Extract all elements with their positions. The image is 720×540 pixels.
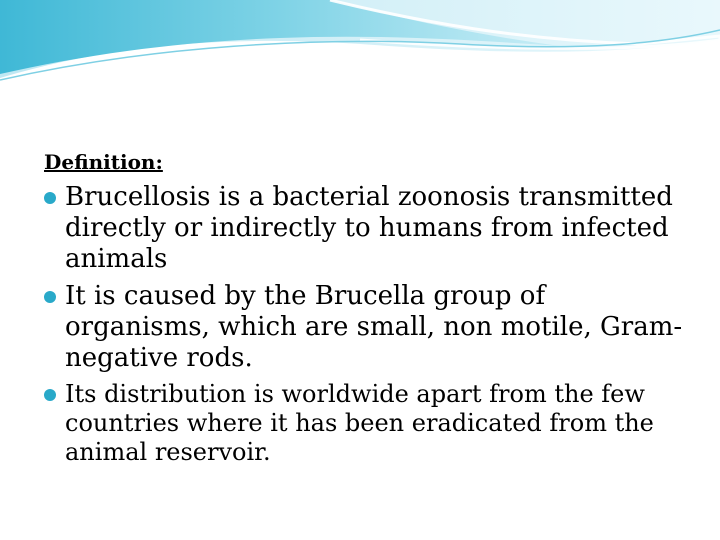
bullet-item: [44, 380, 684, 467]
bullet-dot-icon: [44, 192, 56, 204]
bullet-dot-icon: [44, 389, 56, 401]
slide-content: [44, 150, 684, 473]
slide-heading: Definition:: [44, 150, 163, 174]
header-wave-decoration: [0, 0, 720, 100]
bullet-item: [44, 182, 684, 275]
bullet-text: Brucellosis is a bacterial zoonosis transmitted directly or indirectly to humans from infected animals: [65, 182, 673, 274]
bullet-list: [44, 182, 684, 467]
bullet-text: It is caused by the Brucella group of organisms, which are small, non motile, Gram-negative rods.: [65, 281, 683, 373]
bullet-item: [44, 281, 684, 374]
bullet-text: Its distribution is worldwide apart from the few countries where it has been eradicated from the animal reservoir.: [65, 380, 654, 466]
bullet-dot-icon: [44, 291, 56, 303]
